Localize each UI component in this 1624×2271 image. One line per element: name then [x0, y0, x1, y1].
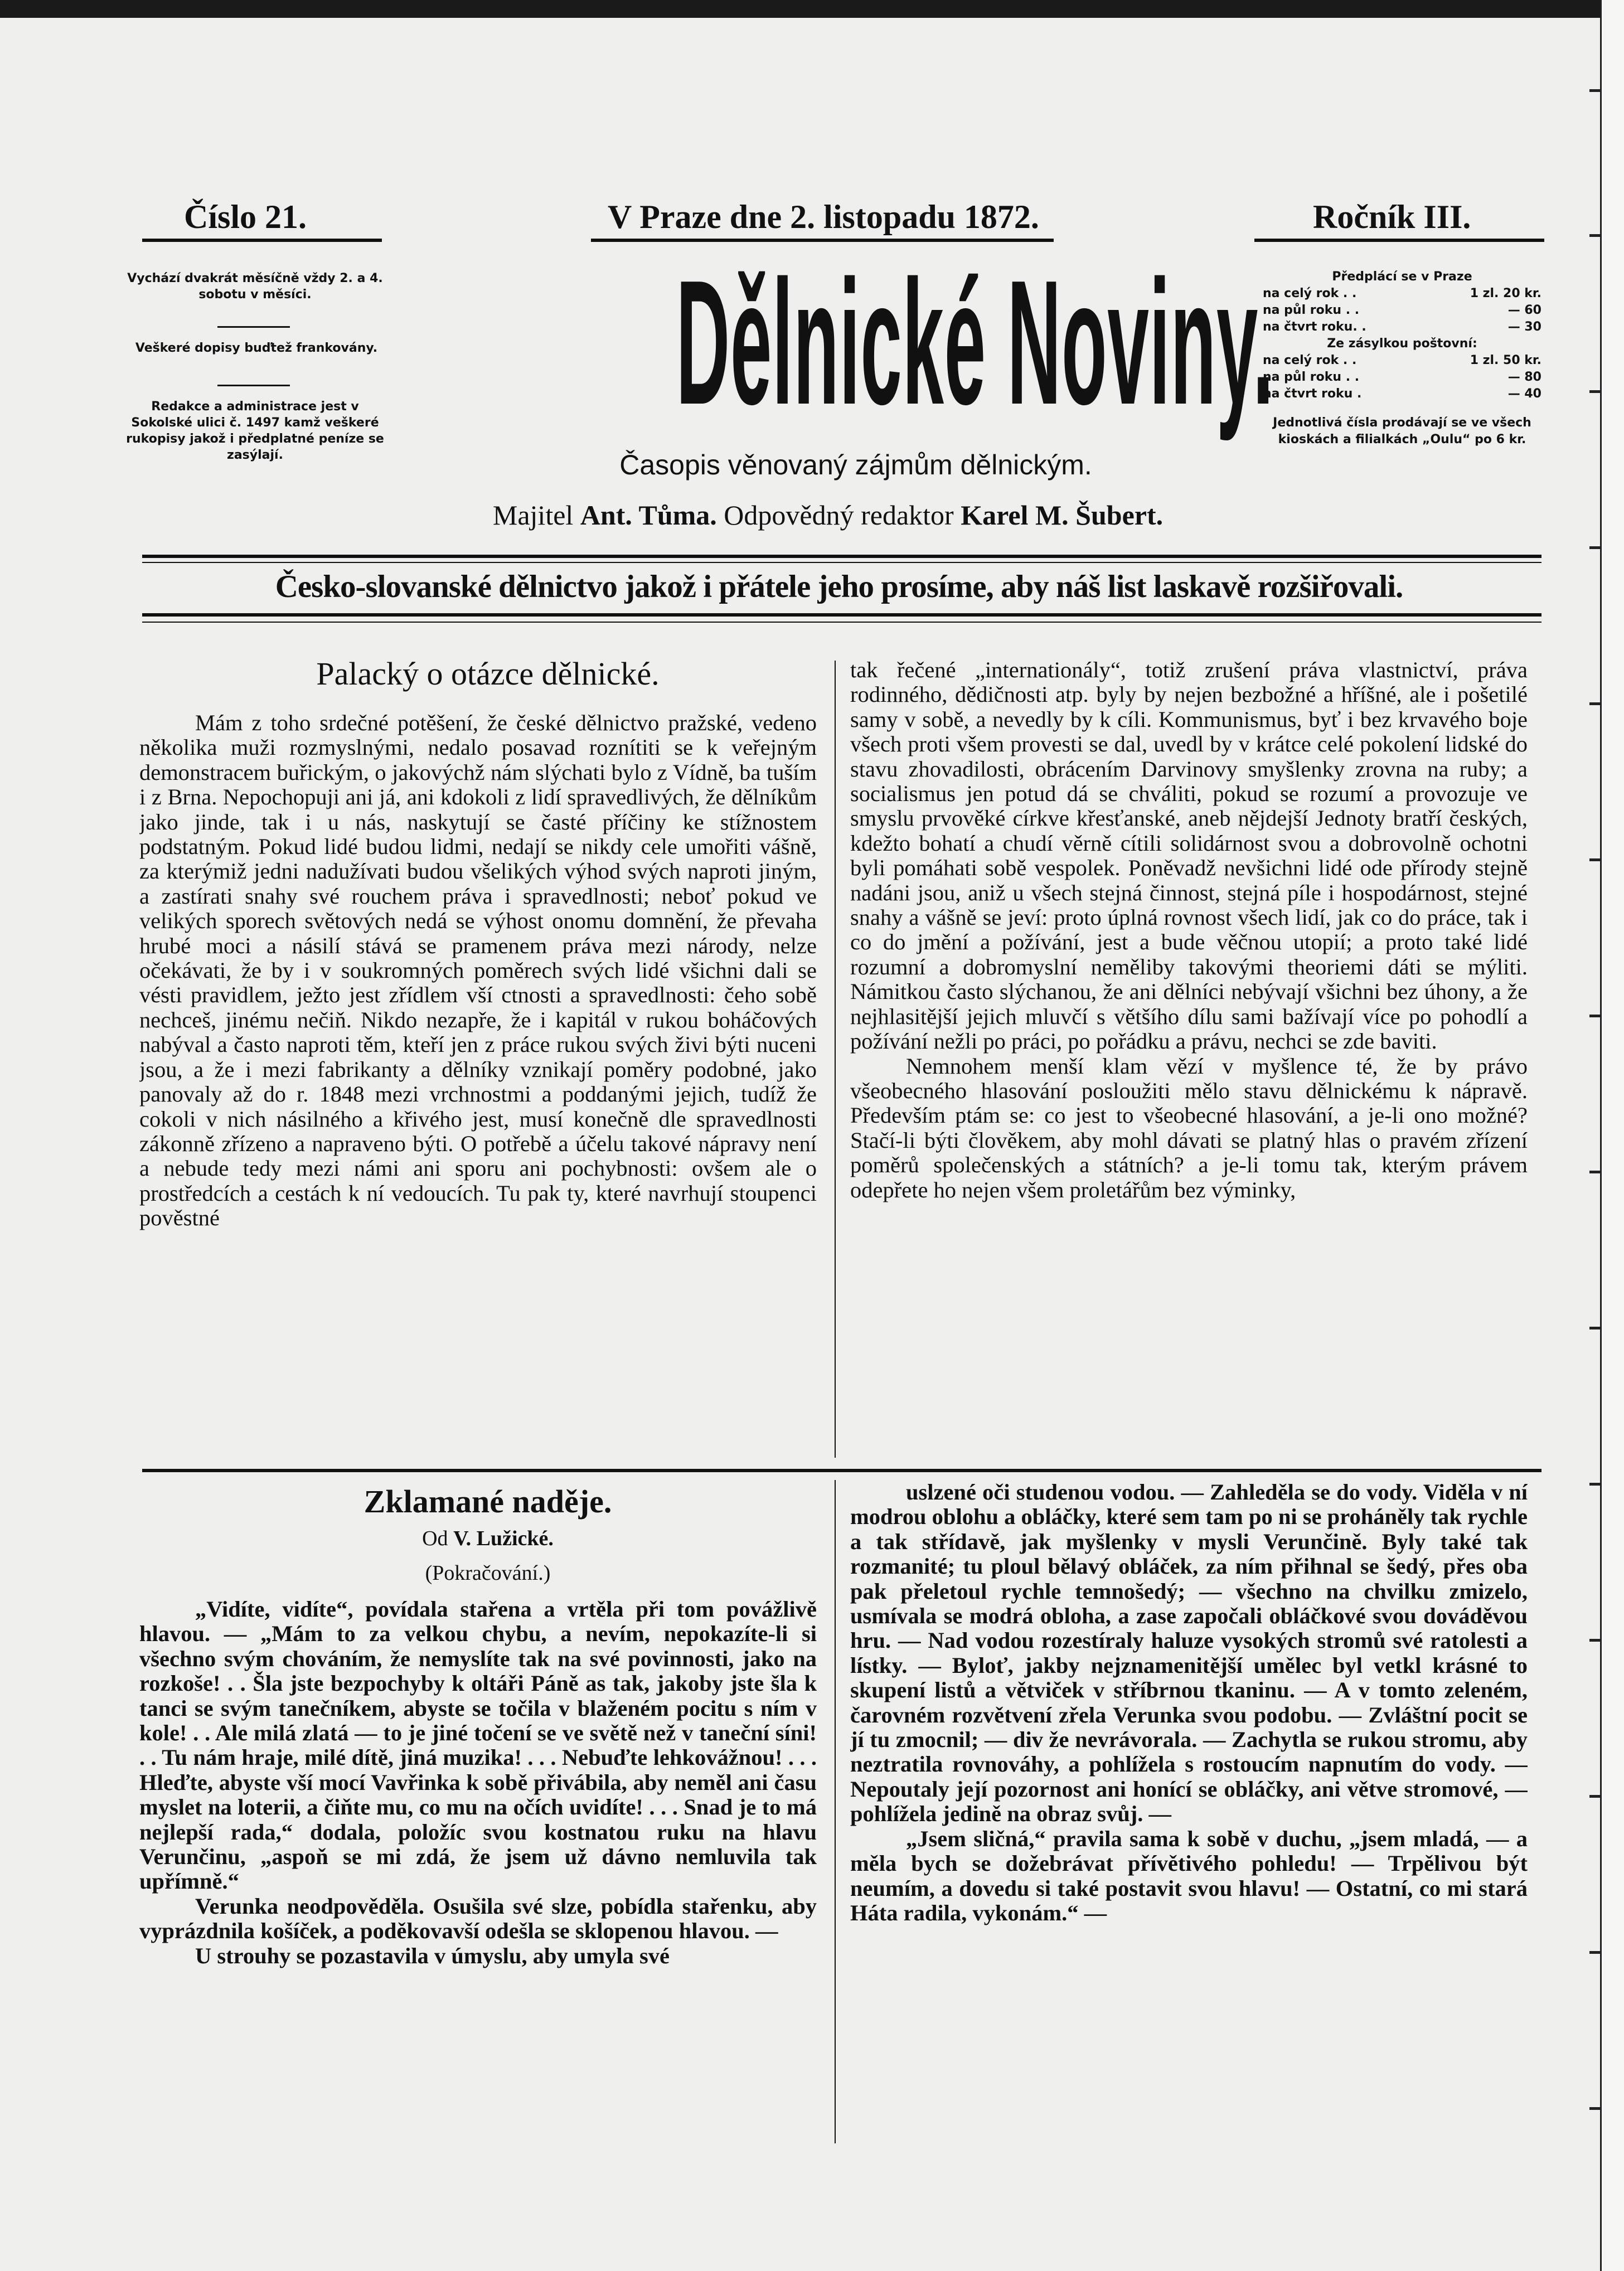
margin-mark: [1589, 1015, 1602, 1017]
owner-name: Ant. Tůma.: [580, 499, 717, 531]
section-rule: [142, 1469, 1541, 1472]
margin-mark: [1589, 546, 1602, 549]
subscription-box: [1263, 269, 1541, 448]
margin-mark: [1589, 390, 1602, 393]
top-border: [0, 0, 1624, 18]
newspaper-title: Dělnické Noviny.: [676, 244, 1274, 441]
margin-mark: [1589, 702, 1602, 705]
paragraph: Verunka neodpověděla. Osušila své slze, pobídla stařenku, aby vyprázdnila košíček, a poděkovavší odešla se sklopenou hlavou. —: [139, 1893, 817, 1944]
price-label: na celý rok . .: [1263, 287, 1357, 300]
price-label: na půl roku . .: [1263, 370, 1360, 384]
price-label: na čtvrt roku. .: [1263, 320, 1366, 334]
paragraph: „Jsem sličná,“ pravila sama k sobě v duchu, „jsem mladá, — a měla bych se dožebrávat přívětivého pohledu! — Trpělivou být neumím, a dovedu si také postavit svou hlavu! — Ostatní, co mi stará Háta radila, vykonám.“ —: [850, 1826, 1528, 1925]
article-column: [850, 658, 1528, 1458]
volume-number: Ročník III.: [1313, 198, 1471, 235]
editorial-address: Redakce a administrace jest v Sokolské ulici č. 1497 kamž veškeré rukopisy jakož i předplatné peníze se zasýlají.: [126, 400, 384, 462]
story-column: [139, 1597, 817, 2177]
price-label: na čtvrt roku .: [1263, 387, 1362, 401]
continued-note: (Pokračování.): [425, 1561, 551, 1585]
article-title: Palacký o otázce dělnické.: [316, 656, 660, 692]
price-row: [1263, 319, 1541, 336]
price-value: — 30: [1507, 320, 1541, 334]
price-label: na půl roku . .: [1263, 303, 1360, 317]
publication-schedule: Vychází dvakrát měsíčně vždy 2. a 4. sobotu v měsíci.: [127, 271, 383, 302]
margin-mark: [1589, 1483, 1602, 1486]
owner-editor-line: [407, 499, 1249, 531]
margin-mark: [1589, 1327, 1602, 1329]
slogan-rule-bottom: [142, 613, 1541, 617]
subscription-heading: Předplácí se v Praze: [1332, 270, 1472, 284]
column-rule: [835, 661, 836, 1458]
post-heading: Ze zásylkou poštovní:: [1327, 337, 1477, 351]
paragraph: tak řečené „internationály“, totiž zrušení práva vlastnictví, práva rodinného, dědičnosti atp. byly by nejen bezbožné a hříšné, ale i pošetilé samy v sobě, a nevedly by k cíli. Kommunismus, byť i bez krvavého boje všech proti všem provesti se dal, uvedl by v krátce celé pokolení lidské do stavu zhovadilosti, obrácením Darvinovy smyšlenky zrovna na ruby; a socialismus jen potud dá se chváliti, pokud se rozumí a provozuje ve smyslu prvověké církve křesťanské, aneb nějdejší Jednoty bratří českých, kdežto bohatí a chudí věrně cítili solidárnost svou a dobrovolně ochotni byli pomáhati sobě vespolek. Poněvadž nevšichni lidé ode přírody stejně nadáni jsou, aniž u všech stejná činnost, stejná píle i hospodárnost, stejné snahy a vášně se jeví: proto úplná rovnost všech lidí, jak co do práce, tak i co do jmění a požívání, jest a bude věčnou utopií; a proto také lidé rozumní a dobromyslní neměliby takovými theoriemi dáti se mýliti. Námitkou často slýchanou, že ani dělníci nebývají všichni bez úhony, a že nejhlasitější jejich mluvčí s většího dílu sami bažívají více po pohodlí a požívání nežli po práci, po pořádku a právu, nechci se zde baviti.: [850, 658, 1528, 1054]
editor-label: Odpovědný redaktor: [724, 499, 954, 531]
divider: [217, 326, 290, 328]
margin-mark: [1589, 1795, 1602, 1798]
price-label: na celý rok . .: [1263, 353, 1357, 367]
slogan-rule-bottom: [142, 622, 1541, 623]
price-row: [1263, 352, 1541, 369]
price-value: — 80: [1507, 370, 1541, 384]
divider: [217, 385, 290, 386]
column-rule: [835, 1480, 836, 2143]
slogan-rule-top: [142, 555, 1541, 558]
paragraph: uslzené oči studenou vodou. — Zahleděla se do vody. Viděla v ní modrou oblohu a obláčky, které sem tam po ni se proháněly tak rychle a tak střídavě, jak myšlenky v mysli Verunčině. Byly také tak rozmanité; tu ploul bělavý obláček, za ním přihnal se šedý, přes oba pak přeletoul rychle temnošedý; — všechno na chvilku zmizelo, usmívala se modrá obloha, a zase započali obláčkové svou dováděvou hru. — Nad vodou rozestíraly haluze vysokých stromů své ratolesti a lístky. — Byloť, jakby nejznamenitější umělec byl vetkl krásné to skupení listů a větviček v stříbrnou tkaninu. — A v tomto zeleném, čarovném rozvětvení zřela Verunka svou podobu. — Zvláštní pocit se jí tu zmocnil; — div že nevrávorala. — Zachytla se rukou stromu, aby neztratila rovnováhy, a pohlížela s rostoucím napnutím do vody. — Nepoutaly její pozornost ani honící se obláčky, ani větve stromové, — pohlížela jedině na obraz svůj. —: [850, 1480, 1528, 1827]
header-rule: [591, 239, 1054, 242]
issue-date: V Praze dne 2. listopadu 1872.: [608, 198, 1039, 235]
owner-label: Majitel: [492, 499, 574, 531]
slogan-rule-top: [142, 562, 1541, 563]
margin-mark: [1589, 858, 1602, 861]
newspaper-subtitle: Časopis věnovaný zájmům dělnickým.: [619, 449, 1092, 481]
price-value: 1 zl. 50 kr.: [1470, 353, 1541, 367]
paragraph: Mám z toho srdečné potěšení, že české dělnictvo pražské, vedeno několika muži rozmyslnými, nedalo posavad roznítiti se k veřejným demonstracem buřickým, o jakovýchž nám slýchati bylo z Vídně, ba tuším i z Brna. Nepochopuji ani já, ani kdokoli z lidí spravedlivých, že dělníkům jako jinde, tak i u nás, naskytují se časté příčiny ke stížnostem podstatným. Pokud lidé budou lidmi, nedají se nikdy cele umořiti vášně, za kterýmiž jedni nadužívati budou všelikých výhod svých naproti jiným, a zastírati snahy své rouchem práva i spravedlnosti; neboť pokud ve velikých sporech světových nedá se výhost onomu domnění, že převaha hrubé moci a násilí stává se pramenem práva mezi národy, nelze očekávati, že by i v soukromných poměrech svých lidé všichni dali se vésti pravidlem, ježto jest zřídlem vší ctnosti a spravedlnosti: čeho sobě nechceš, jinému nečiň. Nikdo nezapře, že i kapitál v rukou boháčových nabýval a často naproti těm, kteří jen z práce rukou svých živi býti nuceni jsou, a že i mezi fabrikanty a dělníky vznikají poměry podobné, jako panovaly až do r. 1848 mezi vrchnostmi a poddanými jejich, tudíž že cokoli v nich násilného a křivého jest, musí konečně dle spravedlnosti zákonně zřízeno a napraveno býti. O potřebě a účelu takové nápravy není a nebude tedy mezi námi ani sporu ani pochybnosti: ovšem ale o prostředcích a cestách k ní vedoucích. Tu pak ty, které navrhují stoupenci pověstné: [139, 711, 817, 1231]
margin-mark: [1589, 2107, 1602, 2110]
margin-mark: [1589, 234, 1602, 237]
story-byline: [142, 1526, 833, 1551]
margin-mark: [1589, 1639, 1602, 1642]
margin-mark: [1589, 1951, 1602, 1954]
price-row: [1263, 369, 1541, 386]
story-column: [850, 1480, 1528, 2138]
margin-mark: [1589, 1171, 1602, 1173]
letters-note: Veškeré dopisy buďtež frankovány.: [135, 341, 378, 355]
price-row: [1263, 386, 1541, 402]
margin-mark: [1589, 89, 1602, 92]
paragraph: U strouhy se pozastavila v úmyslu, aby umyla své: [195, 1943, 670, 1968]
header-rule: [1254, 239, 1544, 242]
price-row: [1263, 302, 1541, 319]
price-row: [1263, 285, 1541, 302]
price-value: 1 zl. 20 kr.: [1470, 287, 1541, 300]
paragraph: Nemnohem menší klam vězí v myšlence té, že by právo všeobecného hlasování posloužiti mělo stavu dělnickému k nápravě. Především ptám se: co jest to všeobecné hlasování, a je-li ono možné? Stačí-li býti člověkem, aby mohl dávati se platný hlas o pravém zřízení poměrů společenských a státních? a je-li tomu tak, kterým právem odepřete ho nejen všem proletářům bez výminky,: [850, 1053, 1528, 1202]
story-title: Zklamané naděje.: [363, 1483, 612, 1520]
byline-prefix: Od: [422, 1527, 448, 1550]
price-value: — 60: [1507, 303, 1541, 317]
paragraph: „Vidíte, vidíte“, povídala stařena a vrtěla při tom povážlivě hlavou. — „Mám to za velkou chybu, a nevím, nepokazíte-li si všechno svým chováním, že nemyslíte tak na své povinnosti, jako na rozkoše! . . Šla jste bezpochyby k oltáři Páně as tak, jakoby jste šla k tanci se svým tanečníkem, abyste se točila v blaženém pocitu s ním v kole! . . Ale milá zlatá — to je jiné točení se ve světě než v taneční síni! . . Tu nám hraje, milé dítě, jiná muzika! . . . Nebuďte lehkovážnou! . . . Hleďte, abyste vší mocí Vavřinka k sobě přivábila, aby neměl ani času myslet na loterii, a čiňte mu, co mu na očích uvidíte! . . . Snad je to má nejlepší rada,“ dodala, položíc svou kostnatou ruku na hlavu Verunčinu, „aspoň se mi zdá, že jsem už dávno nemluvila tak upřímně.“: [139, 1597, 817, 1894]
author-name: V. Lužické.: [453, 1527, 554, 1550]
header-rule: [142, 239, 382, 242]
slogan: Česko-slovanské dělnictvo jakož i přátele jeho prosíme, aby náš list laskavě rozšiřovali.: [275, 569, 1403, 604]
article-column: [139, 711, 817, 1458]
page-edge: [1600, 0, 1624, 2271]
editor-name: Karel M. Šubert.: [961, 499, 1164, 531]
issue-number: Číslo 21.: [184, 198, 307, 235]
single-copy-note: Jednotlivá čísla prodávají se ve všech kioskách a filialkách „Oulu“ po 6 kr.: [1273, 416, 1531, 447]
price-value: — 40: [1507, 387, 1541, 401]
